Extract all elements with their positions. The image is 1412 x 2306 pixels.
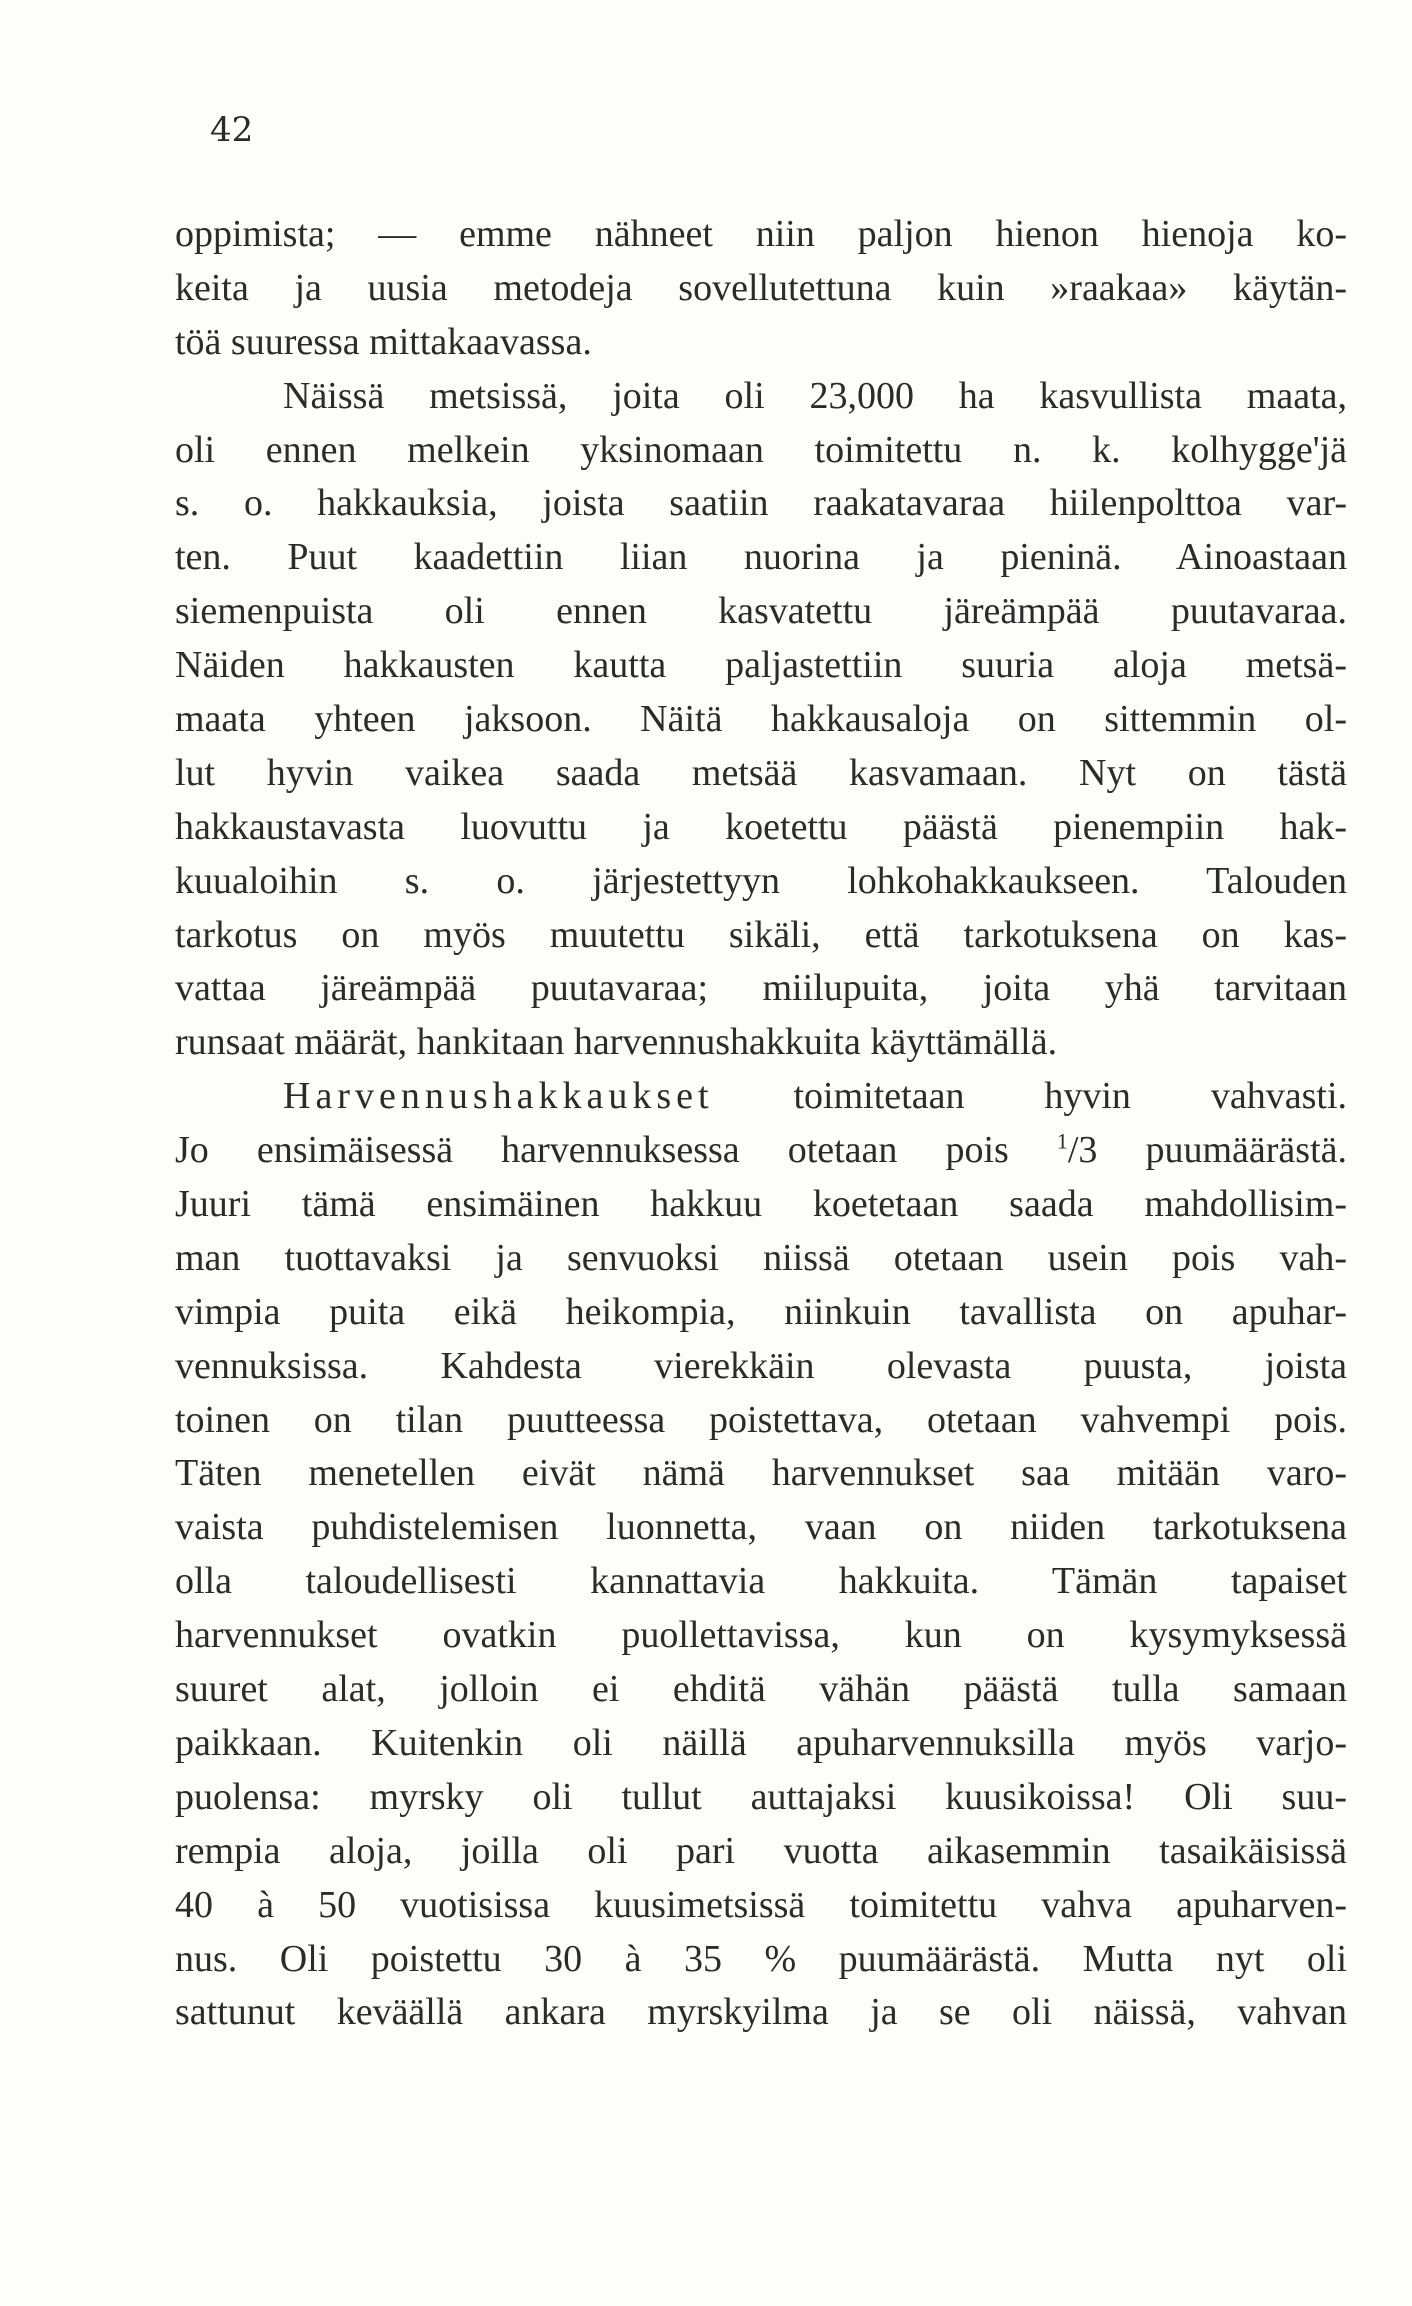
text-line — [175, 1070, 1347, 1124]
text-line: keita ja uusia metodeja sovellutettuna kuin »raakaa» käytän- — [175, 266, 1347, 309]
fraction-numerator: 1 — [1056, 1128, 1068, 1154]
text-line: runsaat määrät, hankitaan harvennushakkuita käyttämällä. — [175, 1021, 1058, 1064]
body-text — [175, 208, 1347, 2040]
text-line: tarkotus on myös muutettu sikäli, että tarkotuksena on kas- — [175, 913, 1347, 956]
text-line: Täten menetellen eivät nämä harvennukset saa mitään varo- — [175, 1452, 1347, 1495]
text-line: vattaa järeämpää puutavaraa; miilupuita, joita yhä tarvitaan — [175, 967, 1347, 1010]
text-line: Juuri tämä ensimäinen hakkuu koetetaan saada mahdollisim- — [175, 1183, 1347, 1226]
text-line: vimpia puita eikä heikompia, niinkuin tavallista on apuhar- — [175, 1290, 1347, 1333]
text-line: ten. Puut kaadettiin liian nuorina ja pieninä. Ainoastaan — [175, 536, 1347, 579]
text-line: s. o. hakkauksia, joista saatiin raakatavaraa hiilenpolttoa var- — [175, 482, 1347, 525]
text-line: Näiden hakkausten kautta paljastettiin suuria aloja metsä- — [175, 644, 1347, 687]
text-line: lut hyvin vaikea saada metsää kasvamaan. Nyt on tästä — [175, 751, 1347, 794]
text-line: oli ennen melkein yksinomaan toimitettu n. k. kolhygge'jä — [175, 428, 1347, 471]
text-line: hakkaustavasta luovuttu ja koetettu päästä pienempiin hak- — [175, 805, 1347, 848]
text-span: Jo ensimäisessä harvennuksessa otetaan pois — [175, 1129, 1057, 1172]
text-line: 40 à 50 vuotisissa kuusimetsissä toimitettu vahva apuharven- — [175, 1883, 1347, 1926]
text-line: vaista puhdistelemisen luonnetta, vaan on niiden tarkotuksena — [175, 1506, 1347, 1549]
text-line: harvennukset ovatkin puollettavissa, kun on kysymyksessä — [175, 1614, 1347, 1657]
text-line: sattunut keväällä ankara myrskyilma ja se oli näissä, vahvan — [175, 1991, 1347, 2034]
text-span: toimitetaan hyvin vahvasti. — [713, 1075, 1347, 1118]
text-line: oppimista; — emme nähneet niin paljon hienon hienoja ko- — [175, 213, 1347, 255]
emphasized-term: Harvennushakkaukset — [283, 1075, 714, 1118]
text-line: rempia aloja, joilla oli pari vuotta aikasemmin tasaikäisissä — [175, 1829, 1347, 1872]
text-line: kuualoihin s. o. järjestettyyn lohkohakkaukseen. Talouden — [175, 859, 1347, 902]
text-line: maata yhteen jaksoon. Näitä hakkausaloja on sittemmin ol- — [175, 698, 1347, 741]
text-line: man tuottavaksi ja senvuoksi niissä otetaan usein pois vah- — [175, 1236, 1347, 1279]
text-line: siemenpuista oli ennen kasvatettu järeämpää puutavaraa. — [175, 590, 1347, 633]
text-line: paikkaan. Kuitenkin oli näillä apuharvennuksilla myös varjo- — [175, 1721, 1347, 1764]
text-line: töä suuressa mittakaavassa. — [175, 320, 592, 363]
text-line: vennuksissa. Kahdesta vierekkäin olevasta puusta, joista — [175, 1344, 1347, 1387]
text-line: suuret alat, jolloin ei ehditä vähän päästä tulla samaan — [175, 1668, 1347, 1711]
text-line: Näissä metsissä, joita oli 23,000 ha kasvullista maata, — [283, 374, 1347, 417]
text-line: olla taloudellisesti kannattavia hakkuita. Tämän tapaiset — [175, 1560, 1347, 1603]
text-line: nus. Oli poistettu 30 à 35 % puumäärästä. Mutta nyt oli — [175, 1937, 1347, 1980]
text-line — [175, 1124, 1347, 1178]
text-line: toinen on tilan puutteessa poistettava, otetaan vahvempi pois. — [175, 1398, 1347, 1441]
text-span: /3 puumäärästä. — [1067, 1129, 1347, 1172]
text-line: puolensa: myrsky oli tullut auttajaksi kuusikoissa! Oli suu- — [175, 1775, 1347, 1818]
page-number: 42 — [210, 110, 254, 150]
